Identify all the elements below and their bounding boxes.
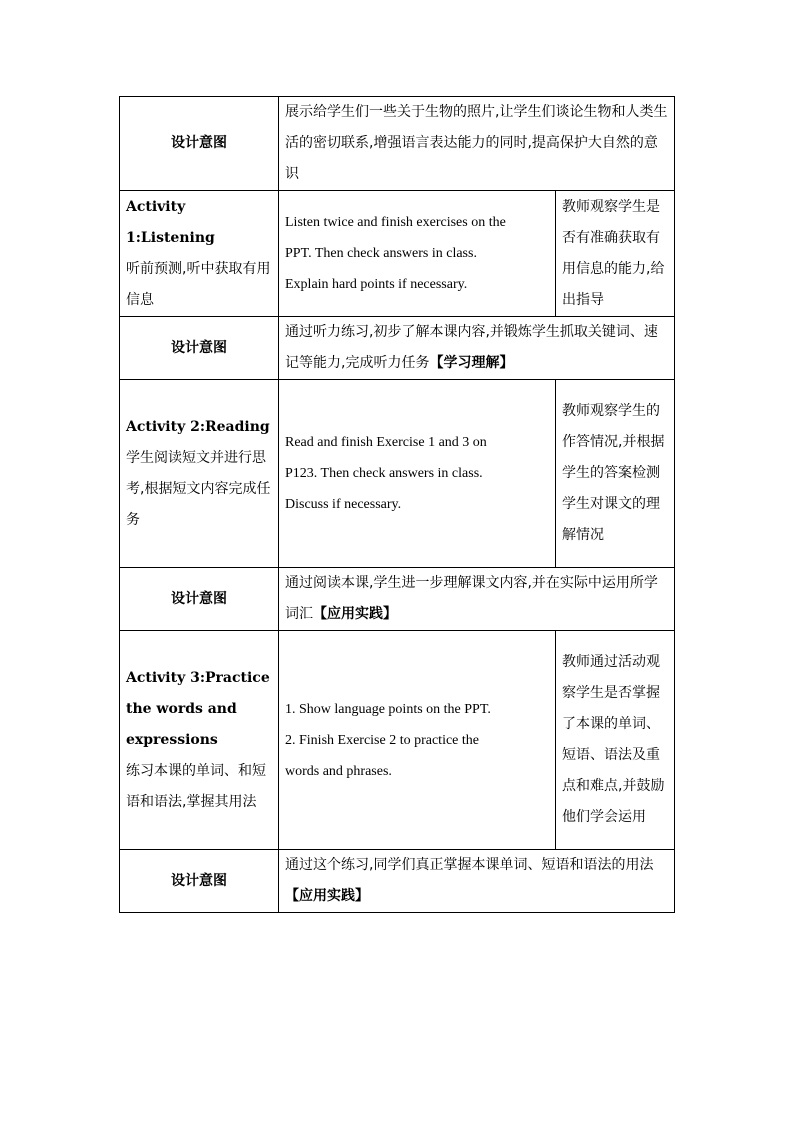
design-intent-text: 通过听力练习,初步了解本课内容,并锻炼学生抓取关键词、速记等能力,完成听力任务【学习理解】 xyxy=(279,317,675,380)
activity-3-title: Activity 3:Practice the words and expressions xyxy=(126,669,270,748)
procedure-line: words and phrases. xyxy=(285,763,392,779)
design-intent-text: 通过阅读本课,学生进一步理解课文内容,并在实际中运用所学词汇【应用实践】 xyxy=(279,568,675,631)
design-intent-label: 设计意图 xyxy=(120,850,279,913)
activity-1-assessment: 教师观察学生是否有准确获取有用信息的能力,给出指导 xyxy=(556,191,675,317)
design-intent-tag: 【应用实践】 xyxy=(313,606,397,622)
activity-3-assessment: 教师通过活动观察学生是否掌握了本课的单词、短语、语法及重点和难点,并鼓励他们学会运用 xyxy=(556,631,675,850)
procedure-line: 1. Show language points on the PPT. xyxy=(285,701,491,717)
design-intent-row-2 xyxy=(120,317,675,380)
activity-3-cell xyxy=(120,631,279,850)
activity-3-procedure xyxy=(279,631,556,850)
activity-2-procedure xyxy=(279,380,556,568)
procedure-line: P123. Then check answers in class. xyxy=(285,466,483,481)
activity-2-row xyxy=(120,380,675,568)
design-intent-row-1 xyxy=(120,97,675,191)
design-intent-tag: 【应用实践】 xyxy=(285,888,369,904)
design-intent-text: 通过这个练习,同学们真正掌握本课单词、短语和语法的用法【应用实践】 xyxy=(279,850,675,913)
activity-1-cell xyxy=(120,191,279,317)
procedure-line: Read and finish Exercise 1 and 3 on xyxy=(285,435,487,450)
procedure-line: 2. Finish Exercise 2 to practice the xyxy=(285,732,479,748)
activity-1-procedure xyxy=(279,191,556,317)
activity-2-title: Activity 2:Reading xyxy=(126,418,270,435)
activity-2-subtitle: 学生阅读短文并进行思考,根据短文内容完成任务 xyxy=(126,449,271,528)
design-intent-text: 展示给学生们一些关于生物的照片,让学生们谈论生物和人类生活的密切联系,增强语言表达能力的同时,提高保护大自然的意识 xyxy=(279,97,675,191)
activity-3-row xyxy=(120,631,675,850)
design-intent-tag: 【学习理解】 xyxy=(429,355,514,371)
procedure-line: Explain hard points if necessary. xyxy=(285,277,468,292)
procedure-line: Discuss if necessary. xyxy=(285,497,402,512)
procedure-line: Listen twice and finish exercises on the xyxy=(285,215,506,230)
activity-2-cell xyxy=(120,380,279,568)
design-intent-row-3 xyxy=(120,568,675,631)
lesson-plan-table xyxy=(119,96,675,913)
procedure-line: PPT. Then check answers in class. xyxy=(285,246,477,261)
design-intent-label: 设计意图 xyxy=(120,97,279,191)
activity-1-row xyxy=(120,191,675,317)
activity-1-title: Activity 1:Listening xyxy=(126,198,215,246)
activity-1-subtitle: 听前预测,听中获取有用信息 xyxy=(126,260,271,308)
design-intent-label: 设计意图 xyxy=(120,317,279,380)
design-intent-row-4 xyxy=(120,850,675,913)
activity-2-assessment: 教师观察学生的作答情况,并根据学生的答案检测学生对课文的理解情况 xyxy=(556,380,675,568)
activity-3-subtitle: 练习本课的单词、和短语和语法,掌握其用法 xyxy=(126,762,266,810)
design-intent-label: 设计意图 xyxy=(120,568,279,631)
